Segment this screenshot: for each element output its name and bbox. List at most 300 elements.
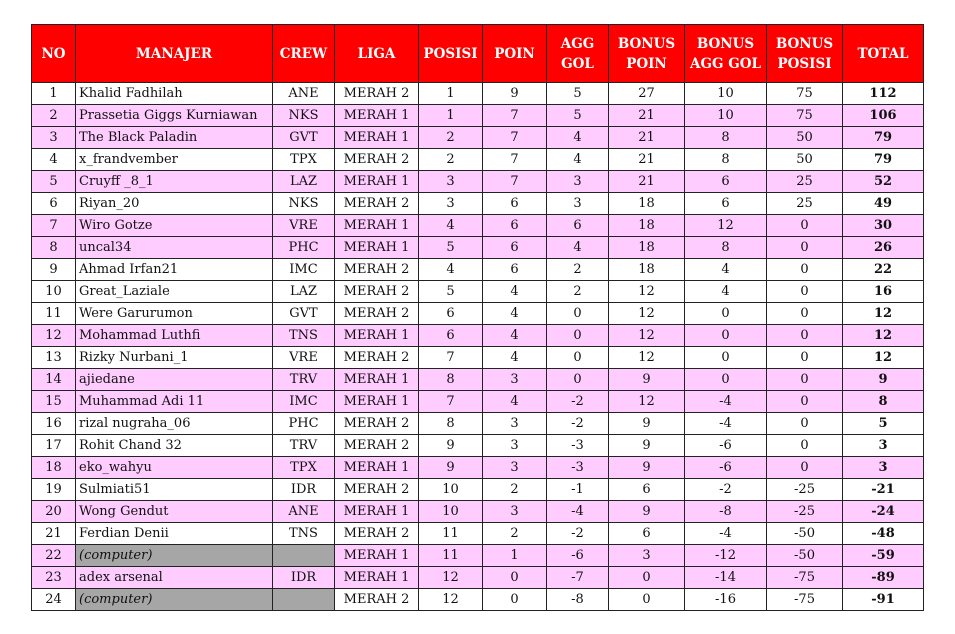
- table-row: [32, 457, 924, 479]
- cell-liga: MERAH 1: [335, 391, 419, 413]
- table-row: [32, 545, 924, 567]
- cell-bonus-agg-gol: 12: [685, 215, 767, 237]
- table-row: [32, 237, 924, 259]
- cell-poin: 3: [483, 369, 547, 391]
- table-body: [32, 83, 924, 611]
- cell-manajer: uncal34: [76, 237, 273, 259]
- cell-crew: [273, 589, 335, 611]
- table-row: [32, 281, 924, 303]
- cell-manajer: Rohit Chand 32: [76, 435, 273, 457]
- cell-total: 112: [843, 83, 924, 105]
- cell-manajer: Ahmad Irfan21: [76, 259, 273, 281]
- cell-posisi: 8: [419, 413, 483, 435]
- cell-agg-gol: 0: [547, 369, 609, 391]
- cell-bonus-poin: 9: [609, 457, 685, 479]
- cell-agg-gol: -8: [547, 589, 609, 611]
- cell-bonus-agg-gol: 4: [685, 281, 767, 303]
- cell-liga: MERAH 1: [335, 171, 419, 193]
- cell-total: 8: [843, 391, 924, 413]
- cell-total: 30: [843, 215, 924, 237]
- table-row: [32, 215, 924, 237]
- cell-no: 1: [32, 83, 76, 105]
- cell-liga: MERAH 1: [335, 325, 419, 347]
- cell-poin: 4: [483, 391, 547, 413]
- cell-poin: 2: [483, 479, 547, 501]
- cell-no: 24: [32, 589, 76, 611]
- cell-total: 9: [843, 369, 924, 391]
- cell-no: 13: [32, 347, 76, 369]
- cell-no: 20: [32, 501, 76, 523]
- cell-total: 12: [843, 303, 924, 325]
- cell-bonus-poin: 12: [609, 303, 685, 325]
- cell-liga: MERAH 2: [335, 413, 419, 435]
- cell-agg-gol: -4: [547, 501, 609, 523]
- cell-bonus-posisi: 75: [767, 105, 843, 127]
- cell-bonus-poin: 0: [609, 567, 685, 589]
- cell-crew: IMC: [273, 259, 335, 281]
- cell-bonus-posisi: 0: [767, 413, 843, 435]
- cell-posisi: 10: [419, 479, 483, 501]
- cell-total: -89: [843, 567, 924, 589]
- cell-no: 6: [32, 193, 76, 215]
- cell-bonus-poin: 21: [609, 127, 685, 149]
- cell-bonus-posisi: 0: [767, 237, 843, 259]
- cell-crew: [273, 545, 335, 567]
- cell-liga: MERAH 1: [335, 369, 419, 391]
- cell-bonus-poin: 12: [609, 325, 685, 347]
- cell-posisi: 12: [419, 567, 483, 589]
- cell-no: 12: [32, 325, 76, 347]
- cell-bonus-poin: 0: [609, 589, 685, 611]
- cell-total: -24: [843, 501, 924, 523]
- cell-total: 22: [843, 259, 924, 281]
- cell-no: 2: [32, 105, 76, 127]
- cell-bonus-poin: 21: [609, 171, 685, 193]
- cell-crew: PHC: [273, 237, 335, 259]
- cell-posisi: 6: [419, 325, 483, 347]
- cell-no: 11: [32, 303, 76, 325]
- cell-posisi: 4: [419, 259, 483, 281]
- cell-manajer: Khalid Fadhilah: [76, 83, 273, 105]
- cell-poin: 0: [483, 589, 547, 611]
- cell-agg-gol: 2: [547, 259, 609, 281]
- cell-agg-gol: 5: [547, 83, 609, 105]
- cell-poin: 4: [483, 303, 547, 325]
- cell-liga: MERAH 1: [335, 127, 419, 149]
- cell-crew: TPX: [273, 149, 335, 171]
- cell-bonus-agg-gol: 10: [685, 83, 767, 105]
- cell-bonus-posisi: 50: [767, 127, 843, 149]
- cell-poin: 1: [483, 545, 547, 567]
- header-crew: CREW: [273, 25, 335, 83]
- cell-bonus-posisi: -75: [767, 567, 843, 589]
- table-row: [32, 413, 924, 435]
- cell-total: 79: [843, 149, 924, 171]
- cell-bonus-agg-gol: -14: [685, 567, 767, 589]
- cell-posisi: 11: [419, 523, 483, 545]
- table-row: [32, 347, 924, 369]
- cell-posisi: 2: [419, 127, 483, 149]
- cell-poin: 7: [483, 105, 547, 127]
- cell-poin: 7: [483, 171, 547, 193]
- cell-agg-gol: 5: [547, 105, 609, 127]
- cell-liga: MERAH 1: [335, 545, 419, 567]
- cell-agg-gol: 3: [547, 193, 609, 215]
- cell-agg-gol: -3: [547, 457, 609, 479]
- cell-bonus-posisi: 75: [767, 83, 843, 105]
- cell-posisi: 5: [419, 281, 483, 303]
- header-liga: LIGA: [335, 25, 419, 83]
- cell-no: 9: [32, 259, 76, 281]
- cell-agg-gol: -2: [547, 523, 609, 545]
- cell-no: 4: [32, 149, 76, 171]
- table-row: [32, 325, 924, 347]
- cell-bonus-posisi: -50: [767, 545, 843, 567]
- cell-bonus-agg-gol: -4: [685, 413, 767, 435]
- cell-bonus-poin: 9: [609, 413, 685, 435]
- cell-bonus-agg-gol: 0: [685, 369, 767, 391]
- cell-total: 16: [843, 281, 924, 303]
- cell-posisi: 11: [419, 545, 483, 567]
- table-row: [32, 523, 924, 545]
- cell-crew: ANE: [273, 501, 335, 523]
- table-row: [32, 105, 924, 127]
- header-row: [32, 25, 924, 83]
- table-header: [32, 25, 924, 83]
- cell-bonus-poin: 6: [609, 523, 685, 545]
- cell-poin: 0: [483, 567, 547, 589]
- cell-poin: 6: [483, 259, 547, 281]
- cell-agg-gol: -6: [547, 545, 609, 567]
- cell-bonus-agg-gol: 6: [685, 193, 767, 215]
- cell-liga: MERAH 2: [335, 193, 419, 215]
- cell-bonus-agg-gol: -2: [685, 479, 767, 501]
- cell-no: 21: [32, 523, 76, 545]
- cell-poin: 3: [483, 435, 547, 457]
- table-row: [32, 567, 924, 589]
- cell-no: 8: [32, 237, 76, 259]
- cell-posisi: 7: [419, 347, 483, 369]
- cell-no: 16: [32, 413, 76, 435]
- cell-liga: MERAH 2: [335, 281, 419, 303]
- cell-no: 14: [32, 369, 76, 391]
- table-row: [32, 303, 924, 325]
- cell-bonus-agg-gol: -8: [685, 501, 767, 523]
- cell-bonus-posisi: -25: [767, 501, 843, 523]
- cell-crew: VRE: [273, 347, 335, 369]
- cell-no: 18: [32, 457, 76, 479]
- header-bonus-agg-gol: BONUS AGG GOL: [685, 25, 767, 83]
- cell-crew: ANE: [273, 83, 335, 105]
- cell-manajer: Prassetia Giggs Kurniawan: [76, 105, 273, 127]
- cell-bonus-poin: 9: [609, 369, 685, 391]
- cell-agg-gol: 4: [547, 237, 609, 259]
- table-row: [32, 479, 924, 501]
- header-bonus-poin: BONUS POIN: [609, 25, 685, 83]
- cell-posisi: 1: [419, 83, 483, 105]
- cell-agg-gol: 2: [547, 281, 609, 303]
- cell-manajer: Ferdian Denii: [76, 523, 273, 545]
- cell-liga: MERAH 1: [335, 457, 419, 479]
- cell-bonus-agg-gol: 0: [685, 325, 767, 347]
- cell-agg-gol: -2: [547, 413, 609, 435]
- cell-bonus-posisi: 0: [767, 325, 843, 347]
- cell-poin: 6: [483, 193, 547, 215]
- cell-bonus-agg-gol: 8: [685, 237, 767, 259]
- cell-poin: 6: [483, 237, 547, 259]
- cell-total: 3: [843, 457, 924, 479]
- cell-poin: 6: [483, 215, 547, 237]
- cell-no: 5: [32, 171, 76, 193]
- cell-manajer: Wiro Gotze: [76, 215, 273, 237]
- cell-liga: MERAH 2: [335, 149, 419, 171]
- cell-agg-gol: 0: [547, 347, 609, 369]
- cell-poin: 2: [483, 523, 547, 545]
- cell-posisi: 7: [419, 391, 483, 413]
- cell-manajer: Muhammad Adi 11: [76, 391, 273, 413]
- cell-bonus-poin: 3: [609, 545, 685, 567]
- cell-bonus-posisi: 0: [767, 435, 843, 457]
- cell-poin: 3: [483, 457, 547, 479]
- header-bonus-posisi: BONUS POSISI: [767, 25, 843, 83]
- cell-no: 22: [32, 545, 76, 567]
- table-row: [32, 501, 924, 523]
- cell-manajer: x_frandvember: [76, 149, 273, 171]
- cell-bonus-posisi: 0: [767, 281, 843, 303]
- cell-manajer: Wong Gendut: [76, 501, 273, 523]
- cell-liga: MERAH 1: [335, 215, 419, 237]
- cell-bonus-agg-gol: 4: [685, 259, 767, 281]
- cell-liga: MERAH 1: [335, 567, 419, 589]
- cell-bonus-poin: 9: [609, 501, 685, 523]
- cell-crew: GVT: [273, 127, 335, 149]
- cell-bonus-poin: 18: [609, 237, 685, 259]
- cell-bonus-poin: 18: [609, 193, 685, 215]
- cell-bonus-poin: 12: [609, 347, 685, 369]
- cell-manajer: Riyan_20: [76, 193, 273, 215]
- cell-poin: 7: [483, 149, 547, 171]
- cell-liga: MERAH 2: [335, 589, 419, 611]
- cell-manajer: ajiedane: [76, 369, 273, 391]
- cell-bonus-agg-gol: -16: [685, 589, 767, 611]
- cell-bonus-agg-gol: -6: [685, 457, 767, 479]
- cell-total: -48: [843, 523, 924, 545]
- cell-bonus-posisi: 0: [767, 303, 843, 325]
- cell-no: 15: [32, 391, 76, 413]
- cell-bonus-posisi: 0: [767, 369, 843, 391]
- cell-no: 17: [32, 435, 76, 457]
- cell-total: 12: [843, 347, 924, 369]
- cell-bonus-agg-gol: -6: [685, 435, 767, 457]
- cell-poin: 4: [483, 281, 547, 303]
- cell-crew: GVT: [273, 303, 335, 325]
- cell-bonus-poin: 18: [609, 259, 685, 281]
- cell-bonus-posisi: -75: [767, 589, 843, 611]
- table-row: [32, 259, 924, 281]
- cell-bonus-posisi: 0: [767, 391, 843, 413]
- cell-crew: TNS: [273, 325, 335, 347]
- cell-crew: TNS: [273, 523, 335, 545]
- cell-liga: MERAH 1: [335, 501, 419, 523]
- cell-bonus-posisi: 0: [767, 259, 843, 281]
- cell-no: 19: [32, 479, 76, 501]
- cell-total: 106: [843, 105, 924, 127]
- cell-crew: NKS: [273, 105, 335, 127]
- table-row: [32, 171, 924, 193]
- cell-agg-gol: -3: [547, 435, 609, 457]
- cell-no: 23: [32, 567, 76, 589]
- table-row: [32, 149, 924, 171]
- table-row: [32, 83, 924, 105]
- cell-agg-gol: 4: [547, 149, 609, 171]
- cell-total: 49: [843, 193, 924, 215]
- cell-crew: LAZ: [273, 281, 335, 303]
- cell-liga: MERAH 2: [335, 347, 419, 369]
- cell-bonus-agg-gol: 10: [685, 105, 767, 127]
- header-manajer: MANAJER: [76, 25, 273, 83]
- cell-liga: MERAH 1: [335, 237, 419, 259]
- cell-bonus-agg-gol: -4: [685, 523, 767, 545]
- cell-manajer: adex arsenal: [76, 567, 273, 589]
- table-row: [32, 589, 924, 611]
- cell-posisi: 2: [419, 149, 483, 171]
- cell-manajer: Sulmiati51: [76, 479, 273, 501]
- cell-poin: 3: [483, 413, 547, 435]
- cell-agg-gol: 0: [547, 303, 609, 325]
- cell-bonus-poin: 12: [609, 391, 685, 413]
- table-row: [32, 435, 924, 457]
- header-poin: POIN: [483, 25, 547, 83]
- cell-posisi: 9: [419, 457, 483, 479]
- cell-bonus-posisi: 0: [767, 215, 843, 237]
- cell-poin: 4: [483, 347, 547, 369]
- cell-manajer: rizal nugraha_06: [76, 413, 273, 435]
- header-posisi: POSISI: [419, 25, 483, 83]
- cell-liga: MERAH 2: [335, 259, 419, 281]
- cell-total: -21: [843, 479, 924, 501]
- cell-manajer: (computer): [76, 589, 273, 611]
- cell-posisi: 12: [419, 589, 483, 611]
- cell-bonus-posisi: 50: [767, 149, 843, 171]
- cell-posisi: 5: [419, 237, 483, 259]
- cell-liga: MERAH 2: [335, 83, 419, 105]
- cell-posisi: 9: [419, 435, 483, 457]
- cell-crew: TRV: [273, 369, 335, 391]
- cell-posisi: 8: [419, 369, 483, 391]
- standings-table: [31, 24, 924, 611]
- cell-bonus-poin: 21: [609, 149, 685, 171]
- cell-bonus-posisi: 0: [767, 347, 843, 369]
- cell-manajer: (computer): [76, 545, 273, 567]
- cell-total: -91: [843, 589, 924, 611]
- cell-liga: MERAH 1: [335, 105, 419, 127]
- cell-crew: VRE: [273, 215, 335, 237]
- cell-posisi: 10: [419, 501, 483, 523]
- cell-agg-gol: -7: [547, 567, 609, 589]
- cell-agg-gol: -1: [547, 479, 609, 501]
- cell-no: 10: [32, 281, 76, 303]
- cell-liga: MERAH 2: [335, 303, 419, 325]
- cell-bonus-agg-gol: 6: [685, 171, 767, 193]
- cell-no: 3: [32, 127, 76, 149]
- cell-bonus-posisi: 25: [767, 171, 843, 193]
- cell-manajer: Cruyff _8_1: [76, 171, 273, 193]
- cell-liga: MERAH 2: [335, 479, 419, 501]
- table-row: [32, 127, 924, 149]
- header-no: NO: [32, 25, 76, 83]
- cell-crew: IDR: [273, 479, 335, 501]
- cell-total: -59: [843, 545, 924, 567]
- cell-manajer: Mohammad Luthfi: [76, 325, 273, 347]
- cell-total: 79: [843, 127, 924, 149]
- cell-total: 26: [843, 237, 924, 259]
- cell-bonus-agg-gol: 8: [685, 149, 767, 171]
- cell-posisi: 6: [419, 303, 483, 325]
- cell-poin: 7: [483, 127, 547, 149]
- cell-crew: NKS: [273, 193, 335, 215]
- cell-bonus-poin: 18: [609, 215, 685, 237]
- table-row: [32, 369, 924, 391]
- cell-total: 52: [843, 171, 924, 193]
- cell-posisi: 3: [419, 171, 483, 193]
- cell-poin: 3: [483, 501, 547, 523]
- cell-bonus-poin: 27: [609, 83, 685, 105]
- cell-crew: PHC: [273, 413, 335, 435]
- cell-total: 3: [843, 435, 924, 457]
- cell-poin: 4: [483, 325, 547, 347]
- cell-posisi: 4: [419, 215, 483, 237]
- cell-poin: 9: [483, 83, 547, 105]
- cell-manajer: eko_wahyu: [76, 457, 273, 479]
- header-agg-gol: AGG GOL: [547, 25, 609, 83]
- cell-agg-gol: 3: [547, 171, 609, 193]
- cell-no: 7: [32, 215, 76, 237]
- cell-agg-gol: 4: [547, 127, 609, 149]
- cell-bonus-poin: 12: [609, 281, 685, 303]
- cell-bonus-agg-gol: 8: [685, 127, 767, 149]
- cell-manajer: Rizky Nurbani_1: [76, 347, 273, 369]
- cell-bonus-poin: 21: [609, 105, 685, 127]
- cell-agg-gol: 6: [547, 215, 609, 237]
- cell-bonus-agg-gol: -12: [685, 545, 767, 567]
- cell-bonus-poin: 6: [609, 479, 685, 501]
- cell-bonus-posisi: 25: [767, 193, 843, 215]
- cell-total: 12: [843, 325, 924, 347]
- header-total: TOTAL: [843, 25, 924, 83]
- cell-bonus-posisi: -50: [767, 523, 843, 545]
- cell-bonus-posisi: -25: [767, 479, 843, 501]
- cell-bonus-agg-gol: -4: [685, 391, 767, 413]
- cell-crew: IDR: [273, 567, 335, 589]
- cell-manajer: Great_Laziale: [76, 281, 273, 303]
- cell-bonus-agg-gol: 0: [685, 303, 767, 325]
- cell-liga: MERAH 2: [335, 435, 419, 457]
- cell-manajer: The Black Paladin: [76, 127, 273, 149]
- cell-bonus-posisi: 0: [767, 457, 843, 479]
- cell-agg-gol: -2: [547, 391, 609, 413]
- table-row: [32, 193, 924, 215]
- cell-agg-gol: 0: [547, 325, 609, 347]
- cell-total: 5: [843, 413, 924, 435]
- table-row: [32, 391, 924, 413]
- cell-posisi: 1: [419, 105, 483, 127]
- cell-bonus-poin: 9: [609, 435, 685, 457]
- cell-bonus-agg-gol: 0: [685, 347, 767, 369]
- cell-manajer: Were Garurumon: [76, 303, 273, 325]
- cell-crew: LAZ: [273, 171, 335, 193]
- cell-crew: TPX: [273, 457, 335, 479]
- cell-crew: TRV: [273, 435, 335, 457]
